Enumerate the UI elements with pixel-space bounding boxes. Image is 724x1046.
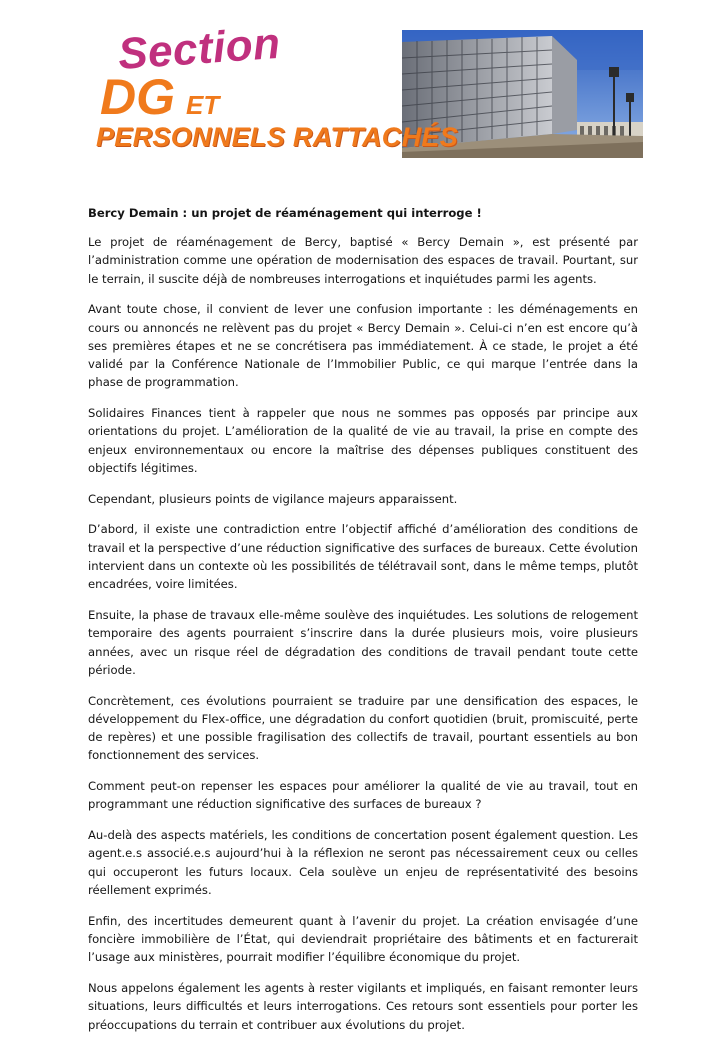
header-banner: [90, 18, 643, 158]
article-paragraph: Au-delà des aspects matériels, les conditions de concertation posent également question. Les agent.e.s associé.e.s aujourd’hui à la réflexion ne seront pas nécessairement ceux ou celles qui occuperont les futurs locaux. Cela soulève un enjeu de représentativité des besoins réellement exprimés.: [88, 828, 638, 898]
logo-et-text: ET: [186, 90, 220, 120]
logo-section-text: Section: [116, 18, 282, 80]
article-paragraph: Enfin, des incertitudes demeurent quant à l’avenir du projet. La création envisagée d’une foncière immobilière de l’État, qui deviendrait propriétaire des bâtiments et en facturerait l’usage aux ministères, pourrait modifier l’équilibre économique du projet.: [88, 913, 638, 965]
logo-personnels-text: PERSONNELS RATTACHÉS: [96, 122, 459, 152]
article-paragraph: D’abord, il existe une contradiction entre l’objectif affiché d’amélioration des conditions de travail et la perspective d’une réduction significative des surfaces de bureaux. Cette évolution intervient dans un contexte où les possibilités de télétravail sont, dans le même temps, plutôt encadrées, voire limitées.: [88, 522, 638, 592]
article-paragraph: Nous appelons également les agents à rester vigilants et impliqués, en faisant remonter leurs situations, leurs difficultés et leurs interrogations. Ces retours sont essentiels pour porter les préoccupations du terrain et contribuer aux évolutions du projet.: [88, 981, 638, 1032]
article: [88, 204, 638, 1046]
logo-dg-text: DG: [100, 69, 175, 125]
article-paragraph: Le projet de réaménagement de Bercy, baptisé « Bercy Demain », est présenté par l’administration comme une opération de modernisation des espaces de travail. Pourtant, sur le terrain, il suscite déjà de nombreuses interrogations et inquiétudes parmi les agents.: [88, 235, 638, 286]
article-paragraph: Comment peut-on repenser les espaces pour améliorer la qualité de vie au travail, tout en programmant une réduction significative des surfaces de bureaux ?: [88, 779, 638, 812]
article-paragraph: Concrètement, ces évolutions pourraient se traduire par une densification des espaces, le développement du Flex-office, une dégradation du confort quotidien (bruit, promiscuité, perte de repères) et une possible fragilisation des collectifs de travail, pourtant essentiels au bon fonctionnement des services.: [88, 693, 638, 763]
article-paragraph: Cependant, plusieurs points de vigilance majeurs apparaissent.: [88, 491, 458, 506]
article-paragraph: Solidaires Finances tient à rappeler que nous ne sommes pas opposés par principe aux orientations du projet. L’amélioration de la qualité de vie au travail, la prise en compte des enjeux environnementaux ou encore la maîtrise des dépenses publiques constituent des objectifs légitimes.: [88, 406, 638, 476]
article-title: Bercy Demain : un projet de réaménagement qui interroge !: [88, 206, 482, 220]
article-paragraph: Avant toute chose, il convient de lever une confusion importante : les déménagements en cours ou annoncés ne relèvent pas du projet « Bercy Demain ». Celui-ci n’en est encore qu’à ses premières étapes et ne se concrétisera pas immédiatement. À ce stade, le projet a été validé par la Conférence Nationale de l’Immobilier Public, ce qui marque l’entrée dans la phase de programmation.: [88, 302, 638, 390]
article-paragraph: Ensuite, la phase de travaux elle-même soulève des inquiétudes. Les solutions de relogement temporaire des agents pourraient s’inscrire dans la durée plusieurs mois, voire plusieurs années, avec un risque réel de dégradation des conditions de travail pendant toute cette période.: [88, 608, 638, 677]
